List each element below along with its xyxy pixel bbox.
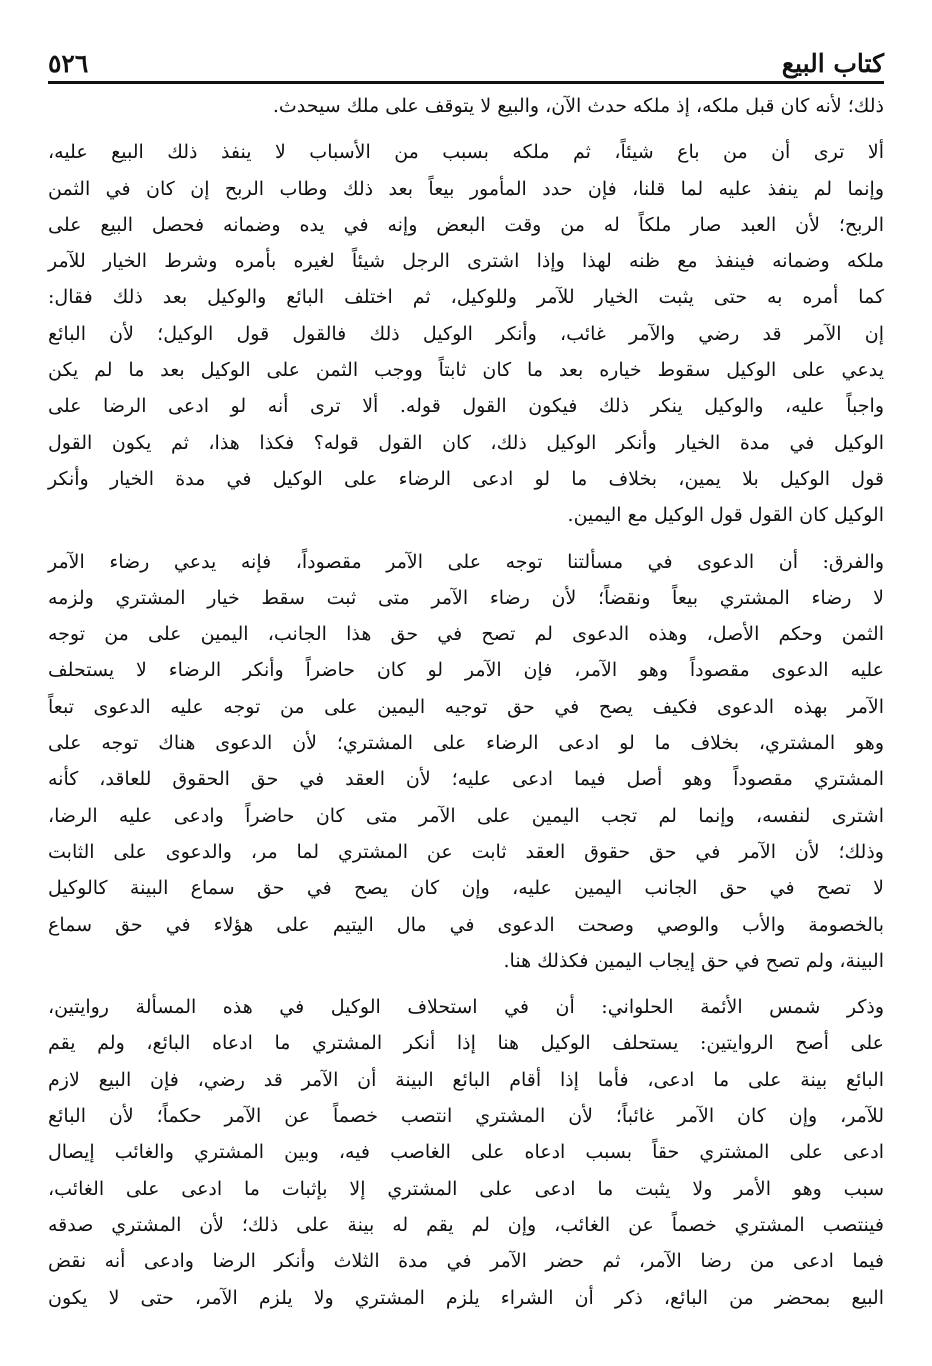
text-line: على أصح الروايتين: يستحلف الوكيل هنا إذا أنكر المشتري ما ادعاه البائع، ولم يقم [48, 1032, 884, 1055]
text-line: ملكه وضمانه فينفذ مع ظنه لهذا وإذا اشترى الرجل شيئاً لغيره بأمره وشرط الخيار للآمر [48, 250, 884, 273]
paragraph-gap [48, 534, 884, 544]
paragraph [48, 88, 884, 124]
text-line: البينة، ولم تصح في حق إيجاب اليمين فكذلك هنا. [503, 949, 884, 972]
text-line: وذكر شمس الأئمة الحلواني: أن في استحلاف الوكيل في هذه المسألة روايتين، [48, 996, 884, 1019]
text-line: وهو المشتري، بخلاف ما لو ادعى الرضاء على المشتري؛ لأن الدعوى هناك توجه على [48, 732, 884, 755]
text-line: الربح؛ لأن العبد صار ملكاً له من وقت البعض وإنه في يده وضمانه فحصل البيع على [48, 213, 884, 236]
text-line: وإنما لم ينفذ عليه لما قلنا، فإن حدد المأمور بيعاً بعد ذلك وطاب الربح إن كان في الثمن [48, 177, 884, 200]
paragraph [48, 134, 884, 533]
paragraph [48, 989, 884, 1316]
text-line: الوكيل في مدة الخيار وأنكر الوكيل ذلك، كان القول قوله؟ فكذا هذا، ثم يكون القول [48, 431, 884, 454]
text-line: اشترى لنفسه، وإنما لم تجب اليمين على الآمر متى كان حاضراً وادعى عليه الرضا، [48, 804, 884, 827]
text-line: إن الآمر قد رضي والآمر غائب، وأنكر الوكيل ذلك فالقول قول الوكيل؛ لأن البائع [48, 322, 884, 345]
text-line: عليه الدعوى مقصوداً وهو الآمر، فإن الآمر لو كان حاضراً وأنكر الرضاء لا يستحلف [48, 659, 884, 682]
text-line: الثمن وحكم الأصل، وهذه الدعوى لم تصح في حق هذا الجانب، اليمين على من توجه [48, 623, 884, 646]
text-line: لا تصح في حق الجانب اليمين عليه، وإن كان يصح في حق سماع البينة كالوكيل [48, 877, 884, 900]
text-line: فينتصب المشتري خصماً عن الغائب، وإن لم يقم له بينة على ذلك؛ لأن المشتري صدقه [48, 1213, 884, 1236]
text-line: للآمر، وإن كان الآمر غائباً؛ لأن المشتري انتصب خصماً عن الآمر حكماً؛ لأن البائع [48, 1105, 884, 1128]
text-line: ذلك؛ لأنه كان قبل ملكه، إذ ملكه حدث الآن، والبيع لا يتوقف على ملك سيحدث. [272, 95, 884, 117]
text-line: فيما ادعى من رضا الآمر، ثم حضر الآمر في مدة الثلاث وأنكر الرضا وادعى أنه نقض [48, 1250, 884, 1273]
page-header [48, 30, 884, 78]
page-body [48, 88, 884, 1316]
text-line: بالخصومة والأب والوصي وصحت الدعوى في مال اليتيم على هؤلاء في حق سماع [48, 913, 884, 936]
text-line: كما أمره به حتى يثبت الخيار للآمر وللوكيل، ثم اختلف البائع والوكيل بعد ذلك فقال: [48, 286, 884, 309]
text-line: البيع بمحضر من البائع، ذكر أن الشراء يلزم المشتري ولا يلزم الآمر، حتى لا يكون [48, 1286, 884, 1309]
paragraph-gap [48, 124, 884, 134]
paragraph [48, 544, 884, 980]
text-line: الوكيل كان القول قول الوكيل مع اليمين. [567, 504, 884, 527]
page-number: ٥٢٦ [48, 49, 89, 78]
text-line: يدعي على الوكيل سقوط خياره بعد ما كان ثابتاً ووجب الثمن على الوكيل بعد ما لم يكن [48, 359, 884, 382]
paragraph-gap [48, 979, 884, 989]
text-line: ادعى على المشتري حقاً بسبب ادعاه على الغاصب فيه، وبين المشتري والغائب إيصال [48, 1141, 884, 1164]
running-title: كتاب البيع [781, 49, 884, 78]
text-line: قول الوكيل بلا يمين، بخلاف ما لو ادعى الرضاء على الوكيل في مدة الخيار وأنكر [48, 467, 884, 490]
text-line: البائع بينة على ما ادعى، فأما إذا أقام البائع البينة أن الآمر قد رضي، فإن البيع لازم [48, 1068, 884, 1091]
text-line: وذلك؛ لأن الآمر في حق حقوق العقد ثابت عن المشتري لما مر، والدعوى على الثابت [48, 840, 884, 863]
text-line: لا رضاء المشتري بيعاً ونقضاً؛ لأن رضاء الآمر متى ثبت سقط خيار المشتري ولزمه [48, 586, 884, 609]
text-line: والفرق: أن الدعوى في مسألتنا توجه على الآمر مقصوداً، فإنه يدعي رضاء الآمر [48, 550, 884, 573]
text-line: ألا ترى أن من باع شيئاً، ثم ملكه بسبب من الأسباب لا ينفذ ذلك البيع عليه، [48, 141, 884, 164]
text-line: سبب وهو الأمر ولا يثبت ما ادعى على المشتري إلا بإثبات ما ادعى على الغائب، [48, 1177, 884, 1200]
text-line: المشتري مقصوداً وهو أصل فيما ادعى عليه؛ لأن العقد في حق الحقوق للعاقد، كأنه [48, 768, 884, 791]
text-line: واجباً عليه، والوكيل ينكر ذلك فيكون القول قوله. ألا ترى أنه لو ادعى الرضا على [48, 395, 884, 418]
text-line: الآمر بهذه الدعوى فكيف يصح في حق توجيه اليمين على من توجه عليه الدعوى تبعاً [48, 695, 884, 718]
header-rule [48, 81, 884, 84]
